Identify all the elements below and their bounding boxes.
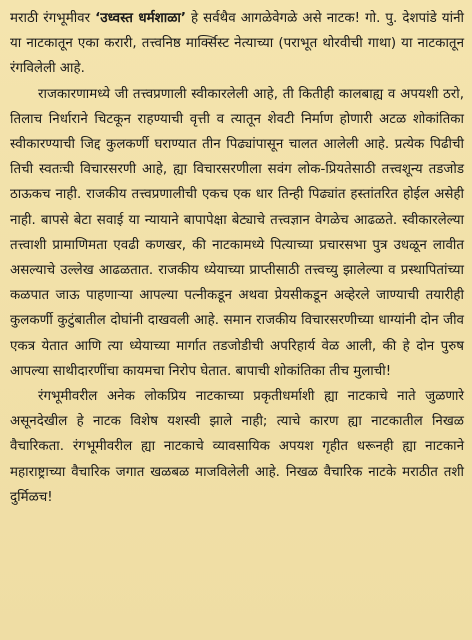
intro-text-rest: हे सर्वथैव आगळेवेगळे असे नाटक! गो. पु. देशपांडे यांनी या नाटकातून एका करारी, तत्त्वनिष्ठ मार्क्सिस्ट नेत्याच्या (पराभूत थोरवीची गाथा) या नाटकातून रंगविलेली आहे.	[10, 11, 464, 77]
paragraph-intro	[10, 6, 464, 82]
paragraph-ideology: राजकारणामध्ये जी तत्त्वप्रणाली स्वीकारलेली आहे, ती कितीही कालबाह्य व अपयशी ठरो, तिलाच निर्धाराने चिटकून राहण्याची वृत्ती व त्यातून शेवटी निर्माण होणारी अटळ शोकांतिका स्वीकारण्याची जिद्द कुलकर्णी घराण्यात तीन पिढ्यांपासून चालत आलेली आहे. प्रत्येक पिढीची तिची स्वतःची विचारसरणी आहे, ह्या विचारसरणीला सवंग लोक-प्रियतेसाठी तत्त्वशून्य तडजोड ठाऊकच नाही. राजकीय तत्त्वप्रणालीची एकच एक धार तिन्ही पिढ्यांत हस्तांतरित होईल असेही नाही. बापसे बेटा सवाई या न्यायाने बापापेक्षा बेट्याचे तत्त्वज्ञान वेगळेच आढळते. स्वीकारलेल्या तत्त्वाशी प्रामाणिमता एवढी कणखर, की नाटकामध्ये पित्याच्या प्रचारसभा पुत्र उधळून लावीत असल्याचे उल्लेख आढळतात. राजकीय ध्येयाच्या प्राप्तीसाठी तत्त्वच्यु झालेल्या व प्रस्थापितांच्या कळपात जाऊ पाहणाऱ्या आपल्या पत्नीकडून अथवा प्रेयसीकडून अव्हेरले जाण्याची तयारीही कुलकर्णी कुटुंबातील दोघांनी दाखवली आहे. समान राजकीय विचारसरणीच्या धाग्यांनी दोन जीव एकत्र येतात आणि त्या ध्येयाच्या मार्गात तडजोडीची अपरिहार्य वेळ आली, की हे दोन पुरुष आपल्या साथीदारणींचा कायमचा निरोप घेतात. बापाची शोकांतिका तीच मुलाची!	[10, 86, 464, 379]
intro-text-start: मराठी रंगभूमीवर	[10, 11, 96, 26]
play-title: ‘उध्वस्त धर्मशाळा’	[95, 11, 186, 26]
paragraph-reception: रंगभूमीवरील अनेक लोकप्रिय नाटकाच्या प्रकृतीधर्माशी ह्या नाटकाचे नाते जुळणारे असूनदेखील हे नाटक विशेष यशस्वी झाले नाही; त्याचे कारण ह्या नाटकातील निखळ वैचारिकता. रंगभूमीवरील ह्या नाटकाचे व्यावसायिक अपयश गृहीत धरूनही ह्या नाटकाने महाराष्ट्राच्या वैचारिक जगात खळबळ माजविलेली आहे. निखळ वैचारिक नाटके मराठीत तशी दुर्मिळच!	[10, 389, 464, 505]
